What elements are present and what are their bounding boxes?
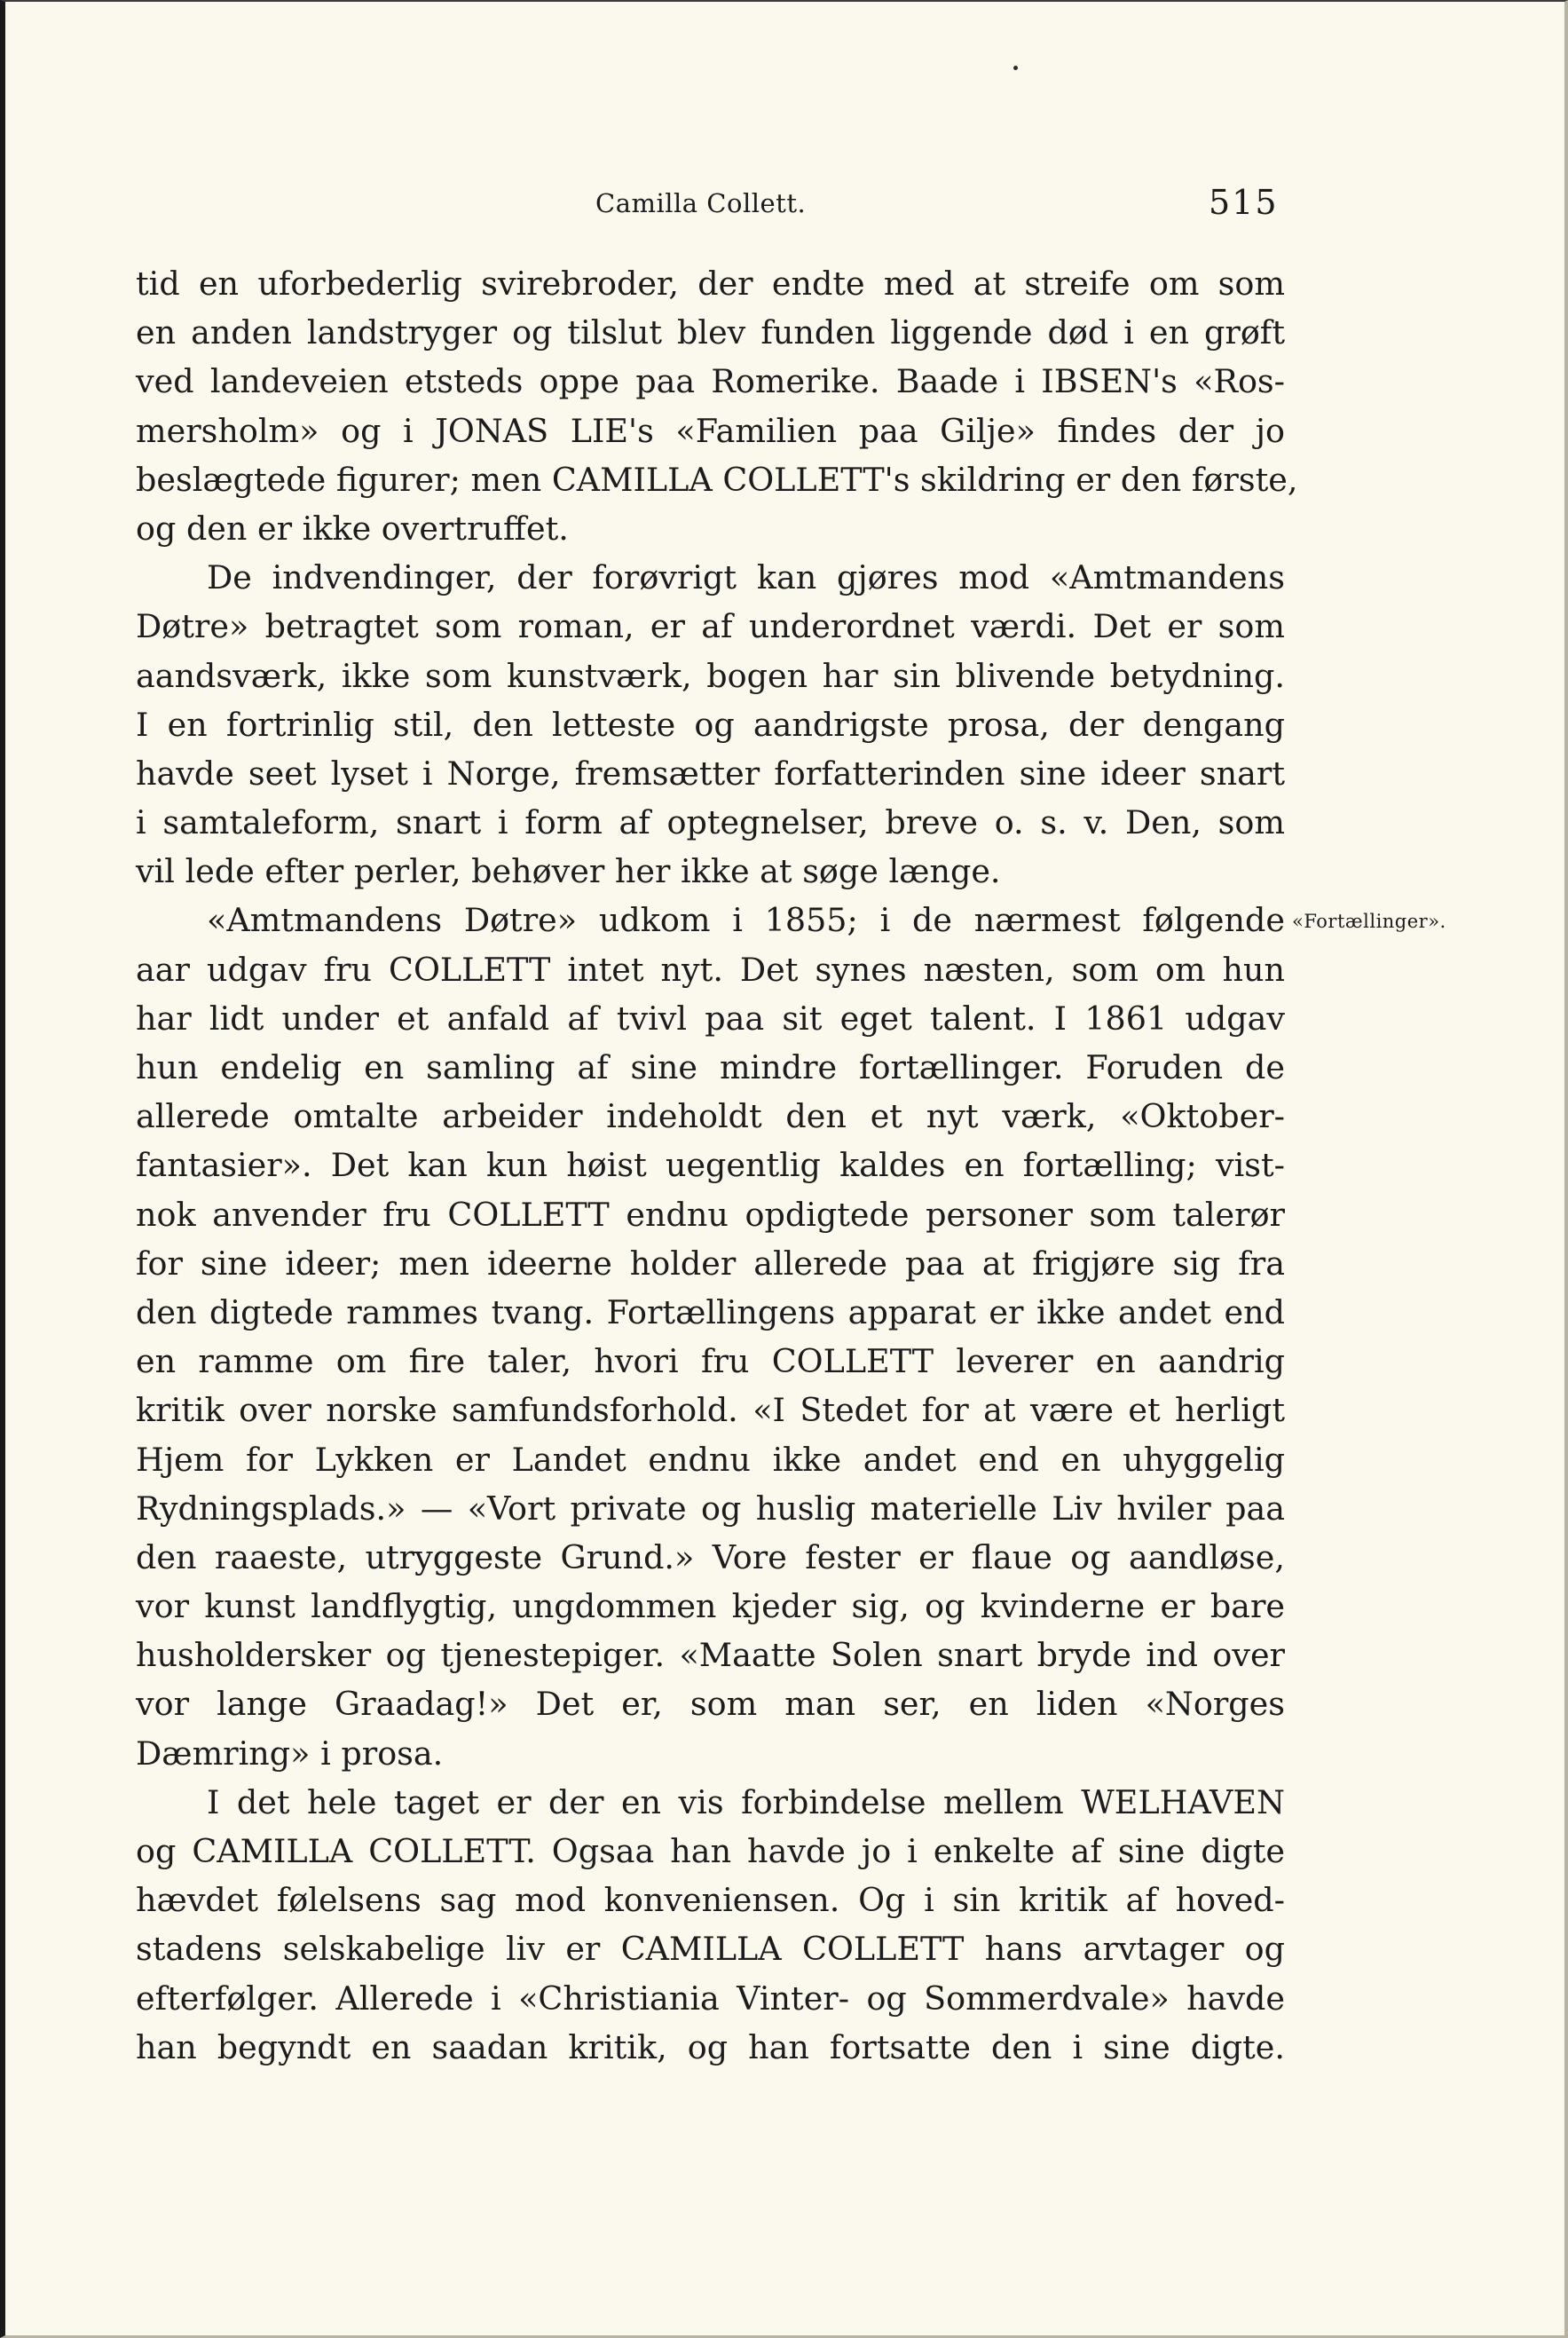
text-line: en anden landstryger og tilslut blev funden liggende død i en grøft	[136, 313, 1285, 352]
text-line: vor lange Graadag!» Det er, som man ser, en liden «Norges	[136, 1685, 1285, 1724]
text-line: I det hele taget er der en vis forbindelse mellem WELHAVEN	[207, 1782, 1285, 1821]
text-line: stadens selskabelige liv er CAMILLA COLLETT hans arvtager og	[136, 1930, 1285, 1969]
text-line: en ramme om fire taler, hvori fru COLLETT leverer en aandrig	[136, 1342, 1285, 1381]
text-line: havde seet lyset i Norge, fremsætter forfatterinden sine ideer snart	[136, 754, 1285, 793]
text-line: beslægtede figurer; men CAMILLA COLLETT's skildring er den første,	[136, 460, 1298, 499]
text-line: Rydningsplads.» — «Vort private og huslig materielle Liv hviler paa	[136, 1489, 1285, 1528]
text-line: har lidt under et anfald af tvivl paa sit eget talent. I 1861 udgav	[136, 999, 1285, 1038]
ink-speck	[1013, 66, 1018, 70]
margin-note: «Fortællinger».	[1292, 911, 1446, 932]
text-line: den raaeste, utryggeste Grund.» Vore fester er flaue og aandløse,	[136, 1537, 1285, 1576]
text-line: hun endelig en samling af sine mindre fortællinger. Foruden de	[136, 1048, 1285, 1086]
text-line: og den er ikke overtruffet.	[136, 509, 569, 548]
page-number: 515	[1209, 183, 1279, 222]
text-line: kritik over norske samfundsforhold. «I Stedet for at være et herligt	[136, 1391, 1285, 1430]
text-line: i samtaleform, snart i form af optegnelser, breve o. s. v. Den, som	[136, 803, 1285, 842]
text-line: «Amtmandens Døtre» udkom i 1855; i de nærmest følgende	[207, 901, 1285, 940]
text-line: De indvendinger, der forøvrigt kan gjøres mod «Amtmandens	[207, 558, 1285, 597]
text-line: Døtre» betragtet som roman, er af underordnet værdi. Det er som	[136, 607, 1285, 646]
running-title: Camilla Collett.	[595, 188, 807, 218]
text-line: vil lede efter perler, behøver her ikke at søge længe.	[136, 852, 1001, 891]
text-line: Hjem for Lykken er Landet endnu ikke andet end en uhyggelig	[136, 1440, 1285, 1479]
text-line: den digtede rammes tvang. Fortællingens apparat er ikke andet end	[136, 1292, 1285, 1331]
text-line: fantasier». Det kan kun høist uegentlig kaldes en fortælling; vist-	[136, 1146, 1285, 1185]
text-line: aandsværk, ikke som kunstværk, bogen har sin blivende betydning.	[136, 656, 1285, 695]
text-line: mersholm» og i JONAS LIE's «Familien paa Gilje» findes der jo	[136, 411, 1285, 450]
text-line: vor kunst landflygtig, ungdommen kjeder sig, og kvinderne er bare	[136, 1587, 1285, 1626]
text-line: husholdersker og tjenestepiger. «Maatte Solen snart bryde ind over	[136, 1636, 1285, 1675]
text-line: ved landeveien etsteds oppe paa Romerike. Baade i IBSEN's «Ros-	[136, 362, 1285, 401]
body-text	[136, 259, 1298, 2072]
text-line: aar udgav fru COLLETT intet nyt. Det synes næsten, som om hun	[136, 950, 1285, 989]
text-line: allerede omtalte arbeider indeholdt den et nyt værk, «Oktober-	[136, 1097, 1285, 1136]
text-line: I en fortrinlig stil, den letteste og aandrigste prosa, der dengang	[136, 705, 1285, 744]
text-line: nok anvender fru COLLETT endnu opdigtede personer som talerør	[136, 1195, 1285, 1234]
text-line: hævdet følelsens sag mod konveniensen. Og i sin kritik af hoved-	[136, 1881, 1285, 1920]
text-line: han begyndt en saadan kritik, og han fortsatte den i sine digte.	[136, 2027, 1285, 2066]
text-line: efterfølger. Allerede i «Christiania Vinter- og Sommerdvale» havde	[136, 1979, 1285, 2018]
text-line: tid en uforbederlig svirebroder, der endte med at streife om som	[136, 265, 1285, 303]
text-line: og CAMILLA COLLETT. Ogsaa han havde jo i enkelte af sine digte	[136, 1832, 1285, 1870]
text-line: Dæmring» i prosa.	[136, 1734, 444, 1773]
text-line: for sine ideer; men ideerne holder allerede paa at frigjøre sig fra	[136, 1244, 1285, 1283]
